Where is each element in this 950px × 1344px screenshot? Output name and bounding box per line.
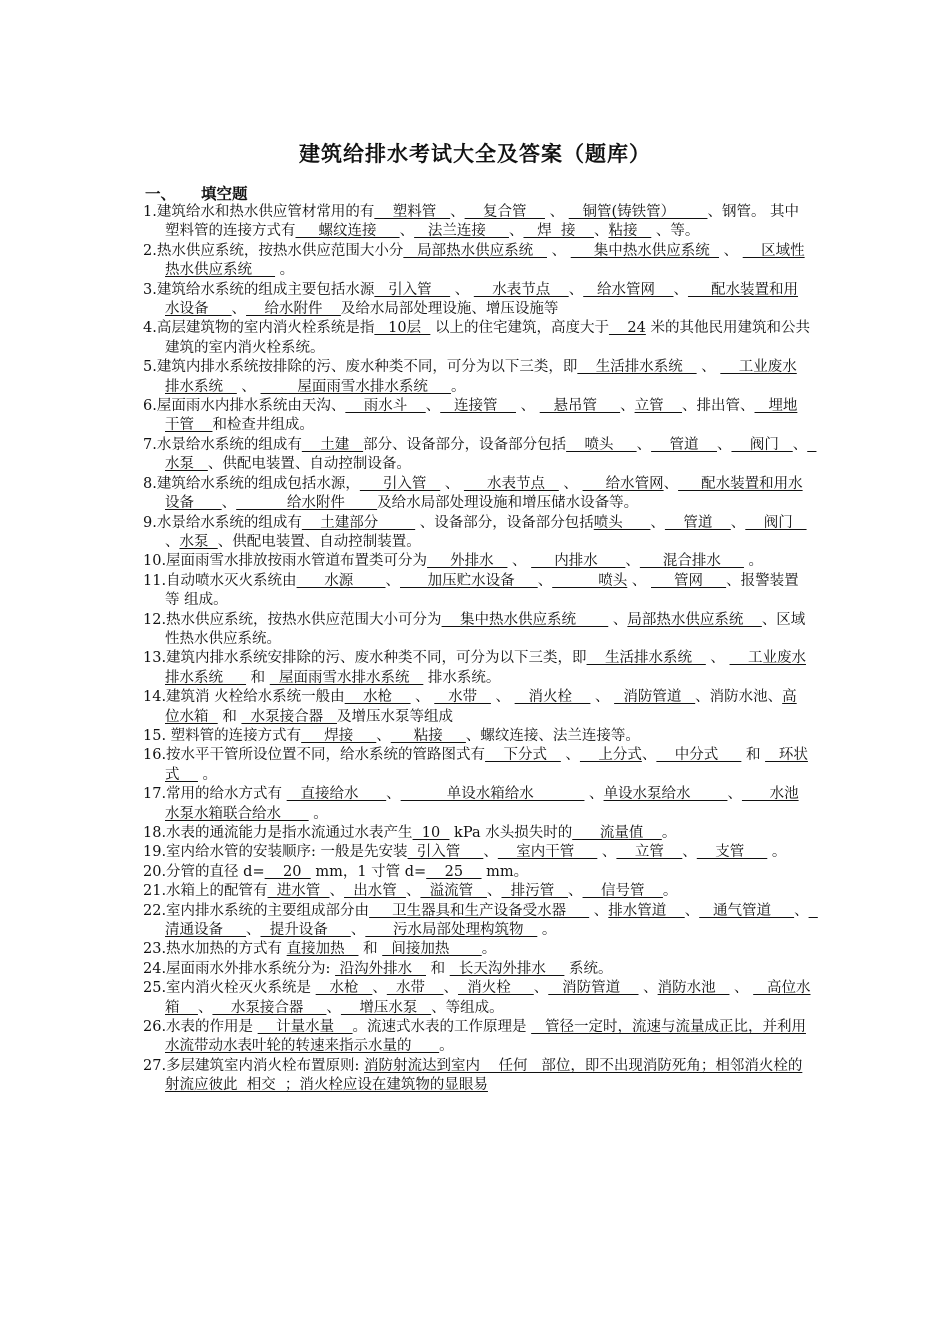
question-item [143,688,811,727]
answer-blank: 水表节点 [463,475,559,492]
question-text: 、 [385,572,400,589]
question-text: 、 [483,844,498,861]
question-text: 12.热水供应系统，按热水供应范围大小可分为 [143,611,442,628]
answer-blank: 沿沟外排水 [335,960,426,977]
answer-blank: 高位水箱 [165,689,797,725]
question-item [143,203,811,242]
question-text: 、消防水池、 [695,689,783,706]
question-text: 26.水表的作用是 [143,1019,258,1036]
answer-blank: 管道 [664,514,731,531]
question-text: 。 [197,766,218,783]
answer-blank: 喷头 [552,572,628,589]
answer-blank: 进水管 [267,883,330,900]
question-text: 、 [544,204,569,220]
answer-blank: 水泵 [179,533,218,550]
question-text: 、等。 [651,223,700,240]
question-text: 、 [627,572,651,589]
answer-blank: 通气管道 [699,902,795,919]
question-text: 、 [558,475,583,492]
answer-blank: 管道 [651,436,717,453]
answer-blank: 铜管(铸铁管） [568,204,708,220]
question-text: 、 [246,922,261,939]
answer-blank: 消火栓 [457,980,534,997]
answer-blank: 值 [628,825,662,841]
answer-blank: 信号管 [582,883,663,900]
question-text: 4.高层建筑物的室内消火栓系统是指 [143,320,375,337]
answer-blank: 直接加热 [286,941,359,958]
question-text: 、 [329,883,344,900]
question-text: 、 [590,689,615,706]
question-text: 、 [386,786,401,803]
answer-blank: 悬吊管 [539,398,621,415]
question-text: 、 [425,398,441,415]
question-item [143,843,811,862]
answer-blank: 中分式 [656,747,742,764]
answer-blank: 局部热水供应系统 [403,242,547,259]
answer-blank: 复合管 [464,204,545,220]
question-text: 、 [372,980,387,997]
question-item [143,960,811,979]
answer-blank: 水泵接合器 [212,999,327,1016]
answer-blank: 卫生器具和生产设备受水器 [369,902,590,919]
question-text: mm，1 寸管 d= [310,863,427,880]
question-text: 。 [743,553,764,570]
answer-blank: 水泵 [165,436,817,473]
page-title: 建筑给排水考试大全及答案（题库） [299,142,651,166]
question-text: 、 [507,553,532,570]
question-text: 21.水箱上的配管有 [143,883,268,900]
question-item [143,902,818,941]
answer-blank: 喷头 [593,514,651,531]
question-text: 13.建筑内排水系统安排除的污、废水种类不同，可分为以下三类，即 [143,650,587,667]
question-text: 、 [584,786,604,803]
answer-blank: 水带 [434,689,491,706]
answer-blank: 直接给水 [286,786,387,803]
answer-blank: 支管 [696,844,768,861]
answer-blank: 24 [608,320,646,337]
question-text: 和 [741,747,766,764]
question-text: 、 [625,553,640,570]
answer-blank: 消防管道 [614,689,696,706]
answer-blank: 25 [426,863,482,880]
answer-blank: 管径一定时，流速与流量成正比，并利用水流带动水表叶轮的转速来指示水量的 [165,1019,806,1055]
question-text: 、 [641,747,657,764]
answer-blank: 溢流管 [420,883,487,900]
question-text: 、 [515,398,540,415]
answer-blank: 排污管 [501,883,569,900]
question-text: 14.建筑消 火栓给水系统一般由 [143,689,345,706]
question-text: 、 [682,844,697,861]
question-text: 及增压水泵等组成 [336,708,453,725]
question-item [143,319,811,358]
answer-blank: 生活排水系统 [586,650,706,667]
answer-blank: 配水装置和用水设备 [165,475,803,512]
question-text: 和 [358,941,383,958]
answer-blank: 计量水量 [257,1019,353,1036]
answer-blank: 流量 [572,825,629,841]
answer-blank: 管网 [651,572,727,589]
answer-blank: 引入管 [359,475,441,492]
question-item [143,882,811,901]
question-item [143,552,811,571]
question-text: 6.屋面雨水内排水系统由天沟、 [143,398,346,415]
section-number: 一、 [145,185,177,203]
answer-blank: 单设水箱给水 [400,786,585,803]
question-text: 16.按水平干管所设位置不同，给水系统的管路图式有 [143,747,486,764]
question-text: 、 [673,281,688,298]
question-text: 。 [662,883,678,900]
answer-blank: 内排水 [531,553,626,570]
answer-blank: 生活排水系统 [577,359,697,376]
answer-blank: 埋地干管 [165,398,798,434]
question-text: 、 [650,514,665,531]
answer-blank: 给水附件 [246,301,341,318]
question-text: 、 [636,436,652,453]
question-text: 、 [547,242,571,259]
question-text: 、区域性热水供应系统。 [165,611,806,647]
question-text: 和 [426,960,450,977]
question-text: 。 [767,844,787,861]
answer-blank: 高位水箱 [165,980,811,1016]
question-text: 、 [729,980,754,997]
question-text: 8.建筑给水系统的组成包括水源， [143,475,360,492]
answer-blank: 10 [412,825,450,841]
question-text: 17.常用的给水方式有 [143,786,287,803]
question-text: 、等组成。 [431,999,504,1016]
answer-blank: 间接加热 [382,941,482,958]
question-text: 15. 塑料管的连接方式有 [143,727,302,744]
question-text: 。 [308,805,328,822]
answer-blank: 消火栓 [514,689,591,706]
answer-blank: 环状式 [165,747,808,783]
question-item [143,824,811,843]
question-text: 、 [440,475,464,492]
answer-blank: 水池水泵水箱联合给水 [165,786,799,822]
question-text: 、 [620,398,635,415]
question-text: 、 [221,495,237,512]
question-item [143,979,811,1018]
question-text: 、 [236,378,261,395]
answer-blank: 排水管道 [608,902,685,919]
question-text: 27.多层建筑室内消火栓布置原则: [143,1057,365,1074]
answer-blank: 室内干管 [497,844,598,861]
question-item [143,746,811,785]
question-text: 19.室内给水管的安装顺序: 一般是先安装 [143,844,408,861]
question-text: 、 [537,572,553,589]
answer-blank: 给水管网 [582,475,664,492]
question-text: 排水系统。 [423,669,501,686]
answer-blank: 工业废水排水系统 [165,650,806,686]
question-text: 7.水景给水系统的组成有 [143,436,302,453]
question-item [143,436,817,475]
question-text: 9.水景给水系统的组成有 [143,514,302,531]
question-text: 、 [593,223,609,240]
question-text: 。 [481,941,497,958]
question-item [143,572,811,611]
question-text: kPa 水头损失时的 [449,825,573,841]
answer-blank: 引入管 [374,281,451,298]
answer-blank: 给水附件 [236,495,378,512]
answer-blank: 水泵接合器 [241,708,337,725]
question-item [143,242,811,281]
question-text: mm。 [481,863,529,880]
question-text: 1.建筑给水和热水供应管材常用的有 [143,204,375,220]
answer-blank: 阀门 [745,514,807,531]
question-text: 、 [597,844,617,861]
answer-blank: 屋面雨雪水排水系统 [260,378,451,395]
question-text: 、 [730,514,746,531]
question-text: 、 [376,727,391,744]
question-text: 、排出管、 [682,398,755,415]
answer-blank: 立管 [634,398,683,415]
answer-blank: 清通设备 [165,902,818,939]
answer-blank: 焊 接 [523,223,594,240]
question-text: 。 [661,825,677,841]
answer-blank: 给水管网 [583,281,674,298]
question-text: 18.水表的通流能力是指水流通过水表产生 [143,825,413,841]
question-text: 、供配电装置、自动控制装置。 [217,533,421,550]
question-text: 及给水局部处理设施、增压设施等 [340,301,559,318]
question-text: 和 [217,708,242,725]
question-text: 和 [246,669,270,686]
answer-blank: 屋面雨雪水排水系统 [269,669,424,686]
answer-blank: 加压贮水设备 [399,572,538,589]
question-text: 、螺纹连接、法兰连接等。 [465,727,640,744]
question-item [143,649,811,688]
section-heading [145,182,248,204]
question-text: 米的其他民用建筑和公共建筑的室内消火栓系统。 [165,320,810,356]
question-item [143,727,811,746]
question-text: 2.热水供应系统，按热水供应范围大小分 [143,242,404,259]
answer-blank: 连接管 [440,398,516,415]
answer-blank: 外排水 [427,553,508,570]
answer-blank: 出水管 [344,883,406,900]
question-text: 20.分管的直径 d= [143,863,265,880]
question-text: 24.屋面雨水外排水系统分为: [143,960,336,977]
question-text: 。流速式水表的工作原理是 [352,1019,532,1036]
question-text: 、 [608,611,628,628]
question-text: 。 [450,378,466,395]
question-text: 、 [165,533,180,550]
question-text: 、 [794,902,809,919]
answer-blank: 污水局部处理构筑物 [365,922,538,939]
question-item [143,397,811,436]
question-text: 及给水局部处理设施和增压储水设备等。 [377,495,639,512]
answer-blank: 塑料管 [374,204,451,220]
question-text: 、 [727,786,742,803]
answer-blank: 区域性热水供应系统 [165,242,805,279]
question-text: 25.室内消火栓灭火系统是 [143,980,316,997]
question-text: 、 [568,883,583,900]
question-text: 、 [568,281,584,298]
question-item [143,611,811,650]
answer-blank: 焊接 [301,727,377,744]
question-text: 23.热水加热的方式有 [143,941,287,958]
question-text: 、 [350,922,366,939]
answer-blank: 20 [264,863,311,880]
question-item [143,1057,811,1096]
answer-blank: 上分式 [579,747,642,764]
question-text: 11.自动喷水灭火系统由 [143,572,297,589]
question-text: 、 [533,980,549,997]
question-item [143,1018,811,1057]
answer-blank: 提升设备 [260,922,351,939]
answer-blank: 法兰连接 [414,223,509,240]
question-item [143,475,811,514]
question-text: 、 [490,689,515,706]
question-text: 、 [589,902,609,919]
question-item [143,785,811,824]
question-text: 、 [663,475,679,492]
answer-blank: 混合排水 [639,553,744,570]
question-text: 。 [439,1038,454,1055]
question-text: 。 [275,262,295,279]
question-text: 、 [405,883,421,900]
question-text: 5.建筑内排水系统按排除的污、废水种类不同，可分为以下三类，即 [143,359,578,376]
question-item [143,863,811,882]
answer-blank: 土建 [301,436,364,453]
question-text: 和检查井组成。 [212,417,314,434]
question-item [143,514,811,553]
question-text: 、钢管。 其中塑料管的连接方式有 [165,204,800,240]
question-text: 部分、设备部分，设备部分包括 [363,436,567,453]
answer-blank: 螺纹连接 [295,223,400,240]
question-text: 22.室内排水系统的主要组成部分由 [143,902,370,919]
answer-blank: 配水装置和用水设备 [165,281,799,318]
question-text: 、报警装置等 组成。 [165,572,799,609]
answer-blank: 集中热水供应系统 [441,611,609,628]
question-text: 、 [684,902,700,919]
question-item [143,281,811,320]
answer-blank: 粘接 [608,223,652,240]
answer-blank: 水枪 [315,980,373,997]
answer-blank: 集中热水供应系统 [570,242,719,259]
question-text: 以上的住宅建筑，高度大于 [430,320,609,337]
question-text: 、 [399,223,415,240]
answer-blank: 雨水斗 [345,398,426,415]
question-item [143,358,811,397]
answer-blank: 长天沟外排水 [449,960,565,977]
question-text: 、 [410,689,435,706]
question-text: 、供配电装置、自动控制设备。 [207,456,411,473]
answer-blank: 下分式 [485,747,561,764]
question-text: 、 [705,650,730,667]
question-text: 、 [718,242,743,259]
question-text: 、 [443,980,458,997]
answer-blank: 引入管 [407,844,484,861]
answer-blank: 增压水泵 [340,999,432,1016]
question-text: 、 [508,223,524,240]
question-text: 、 [560,747,580,764]
answer-blank: 单设水泵给水 [603,786,728,803]
question-text: 、 [638,980,658,997]
answer-blank: 消防水池 [657,980,730,997]
answer-blank: 喷头 [566,436,637,453]
answer-blank: 土建部分 [301,514,416,531]
question-text: 、 [792,436,808,453]
question-text: 、 [326,999,341,1016]
answer-blank: 水枪 [344,689,411,706]
question-text: 10.屋面雨雪水排放按雨水管道布置类可分为 [143,553,428,570]
question-text: 、 [450,204,465,220]
answer-blank: 阀门 [731,436,793,453]
answer-blank: 立管 [616,844,683,861]
answer-blank: 水表节点 [473,281,569,298]
answer-blank: 水源 [296,572,386,589]
question-text: 、 [231,301,247,318]
question-text: 、设备部分，设备部分包括 [415,514,594,531]
question-text: 3.建筑给水系统的组成主要包括水源 [143,281,375,298]
question-item [143,940,811,959]
question-text: 、 [486,883,502,900]
answer-blank: 10层 [374,320,431,337]
answer-blank: 粘接 [390,727,466,744]
section-title: 填空题 [201,185,248,203]
question-text: 、 [450,281,474,298]
question-text: 、 [696,359,721,376]
answer-blank: 局部热水供应系统 [627,611,762,628]
question-text: 。 [537,922,557,939]
answer-blank: 水带 [386,980,444,997]
answer-blank: 工业废水排水系统 [165,359,797,395]
question-list [143,203,818,1096]
answer-blank: 消防管道 [548,980,639,997]
question-text: 系统。 [564,960,613,977]
answer-blank: 消防射流达到室内 任何 部位，即不出现消防死角；相邻消火栓的射流应彼此 相交 ；消火栓应设在建筑物的显眼易 [165,1057,803,1094]
question-text: 、 [197,999,213,1016]
question-text: 、 [716,436,732,453]
